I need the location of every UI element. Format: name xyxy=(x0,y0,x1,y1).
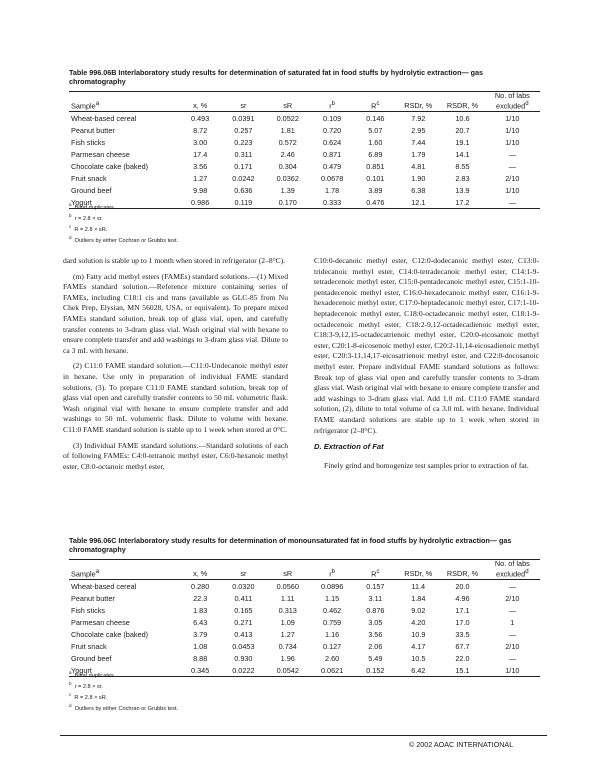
value-cell: 10.5 xyxy=(411,653,426,663)
table-c-notes xyxy=(69,669,178,712)
value-cell: 0.930 xyxy=(234,653,253,663)
value-cell: 0.127 xyxy=(322,641,342,651)
value-cell: 0.462 xyxy=(322,605,342,615)
value-cell: 0.413 xyxy=(234,629,253,639)
value-cell: 0.170 xyxy=(278,197,297,207)
left-paragraph-3: (2) C11:0 FAME standard solution.—C11:0-Undecanoic methyl ester in hexane. Use only in preparation of individual FAME standard solutions, (3). To prepare C11:0 FAME standard solution, break top of glass vial open and carefully transfer contents to 50 mL volumetric flask. Wash original vial with hexane to ensure complete transfer and add washings to 50 mL volumetric flask. Dilute to volume with hexane. C11:0 FAME standard solution is stable up to 1 week when stored at 0°C. xyxy=(63,361,288,434)
value-cell: 8.88 xyxy=(193,653,208,663)
header-sample: Sample$^a$ xyxy=(71,568,100,579)
value-cell: 0.333 xyxy=(322,197,342,207)
table-row xyxy=(69,136,540,148)
value-cell: 0.734 xyxy=(278,641,297,651)
right-paragraph-1: C10:0-decanoic methyl ester, C12:0-dodecanoic methyl ester, C13:0-tridecanoic methyl ester, C14:0-tetradecanoic methyl ester, C14:1-9-tetradecenoic methyl ester, C15:0-pentadecanoic methyl ester, C15:1-10-pentadecenoic methyl ester, C16:0-hexadecanoic methyl ester, C16:1-9-hexadecenoic methyl ester, C17:0-heptadecanoic methyl ester, C17:1-10-heptadecenoic methyl ester, C18:0-octadecanoic methyl ester, C18:1-9-octadecenoic methyl ester, C18:2-9,12-octadecadienoic methyl ester, C18:3-9,12,15-octadecatrienoic methyl ester, C20:0-eicosanoic methyl ester, C20:1-8-eicosenoic methyl ester, C20:2-11,14-eicosadienoic methyl ester, C20:3-11,14,17-eicosatrienoic methyl ester, and C22:0-docosanoic methyl ester. Prepare individual FAME standard solutions as follows: Break top of glass vial open and carefully transfer contents to 3-dram glass vial. Wash original vial with hexane to ensure complete transfer and add washings to 3-dram glass vial. Add 1.0 mL C11:0 FAME standard solution, (2), dilute to total volume of ca 3.0 mL with hexane. Individual FAME standard solutions are stable up to 1 week when stored in refrigerator (2–8°C). xyxy=(314,256,539,435)
header-rsdR: RSDR, % xyxy=(446,569,479,579)
value-cell: — xyxy=(508,605,516,615)
value-cell: 4.81 xyxy=(411,161,426,171)
note-c: $^c$ R = 2.8 × sR. xyxy=(69,691,108,701)
value-cell: 6.42 xyxy=(411,665,426,675)
sample-name-cell: Chocolate cake (baked) xyxy=(71,629,149,639)
value-cell: 1.11 xyxy=(280,593,295,603)
header-R: $R^c$ xyxy=(371,568,380,579)
table-b xyxy=(69,91,540,209)
note-c: $^c$ R = 2.8 × sR. xyxy=(69,223,108,233)
value-cell: — xyxy=(508,149,516,159)
value-cell: 1 xyxy=(510,617,515,627)
value-cell: 0.257 xyxy=(234,125,253,135)
header-rsdr: RSDr, % xyxy=(404,569,433,579)
left-paragraph-1: dard solution is stable up to 1 month when stored in refrigerator (2–8°C). xyxy=(63,256,286,265)
value-cell: 0.157 xyxy=(366,581,385,591)
sample-name-cell: Fish sticks xyxy=(71,137,106,147)
table-c-header-row xyxy=(69,560,540,580)
value-cell: 4.96 xyxy=(455,593,470,603)
value-cell: 1.79 xyxy=(411,149,426,159)
section-heading: D. Extraction of Fat xyxy=(314,442,384,452)
value-cell: 0.280 xyxy=(191,581,210,591)
value-cell: 5.07 xyxy=(368,125,383,135)
value-cell: 0.223 xyxy=(234,137,253,147)
value-cell: 0.0678 xyxy=(320,173,344,183)
value-cell: 0.759 xyxy=(322,617,342,627)
footer-rule xyxy=(60,735,547,736)
value-cell: 3.00 xyxy=(193,137,208,147)
table-b-body xyxy=(69,112,540,209)
table-b-caption: Table 996.06B Interlaboratory study results for determination of saturated fat in food stuffs by hydrolytic extraction— gas chromatography xyxy=(69,68,484,86)
value-cell: 17.1 xyxy=(455,605,470,615)
value-cell: 6.38 xyxy=(411,185,426,195)
value-cell: 1.16 xyxy=(325,629,340,639)
value-cell: 13.9 xyxy=(455,185,470,195)
value-cell: 0.0222 xyxy=(232,665,255,675)
value-cell: 0.0320 xyxy=(232,581,255,591)
sample-name-cell: Ground beef xyxy=(71,653,112,663)
value-cell: 0.0242 xyxy=(232,173,255,183)
value-cell: 10.9 xyxy=(411,629,426,639)
value-cell: 0.572 xyxy=(278,137,297,147)
note-b: $^b$ r = 2.8 × sr. xyxy=(69,212,103,222)
value-cell: 0.876 xyxy=(366,605,385,615)
header-mean: x, % xyxy=(193,101,208,111)
value-cell: 15.1 xyxy=(455,665,470,675)
value-cell: 17.4 xyxy=(193,149,208,159)
table-row xyxy=(69,172,540,184)
value-cell: 2/10 xyxy=(505,641,520,651)
left-paragraph-2: (m) Fatty acid methyl esters (FAMEs) standard solutions.—(1) Mixed FAMEs standard solution.—Reference mixture containing series of FAMEs, including C18:1 cis and trans (available as GLC-85 from Nu Chek Prep, Elysian, MN 56028, USA, or equivalent). To prepare mixed FAMEs standard solution, break top of glass vial, open, and carefully transfer contents to 3-dram glass vial. Wash original vial with hexane to ensure complete transfer and add washings to 3-dram glass vial. Dilute to ca 3 mL with hexane. xyxy=(63,271,288,355)
value-cell: 9.02 xyxy=(411,605,426,615)
value-cell: 0.109 xyxy=(322,113,342,123)
value-cell: 0.101 xyxy=(366,173,385,183)
header-sample: Sample$^a$ xyxy=(71,100,100,111)
value-cell: 1.81 xyxy=(280,125,295,135)
value-cell: 1.39 xyxy=(280,185,295,195)
value-cell: 10.6 xyxy=(455,113,470,123)
value-cell: 0.345 xyxy=(191,665,210,675)
value-cell: 4.17 xyxy=(411,641,426,651)
value-cell: 20.7 xyxy=(455,125,470,135)
right-column xyxy=(314,256,539,476)
table-b-header-row xyxy=(69,92,540,112)
header-R: $R^c$ xyxy=(371,100,380,111)
value-cell: 9.98 xyxy=(193,185,208,195)
value-cell: 0.271 xyxy=(234,617,253,627)
table-row xyxy=(69,628,540,640)
value-cell: 11.4 xyxy=(411,581,426,591)
note-d: $^d$ Outliers by either Cochran or Grubbs test. xyxy=(69,234,179,244)
sample-name-cell: Peanut butter xyxy=(71,125,115,135)
value-cell: 1.15 xyxy=(325,593,340,603)
table-b-notes xyxy=(69,201,178,244)
value-cell: — xyxy=(508,629,516,639)
value-cell: 0.476 xyxy=(366,197,385,207)
value-cell: 0.411 xyxy=(234,593,253,603)
value-cell: 0.304 xyxy=(278,161,297,171)
value-cell: 0.479 xyxy=(322,161,342,171)
value-cell: 20.0 xyxy=(455,581,470,591)
value-cell: 1.96 xyxy=(280,653,295,663)
value-cell: 1.09 xyxy=(280,617,295,627)
value-cell: 8.72 xyxy=(193,125,208,135)
value-cell: 0.0560 xyxy=(276,581,299,591)
value-cell: 0.311 xyxy=(234,149,253,159)
value-cell: 0.0522 xyxy=(276,113,299,123)
value-cell: 0.119 xyxy=(234,197,253,207)
table-c-caption: Table 996.06C Interlaboratory study results for determination of monounsaturated fat in food stuffs by hydrolytic extraction— gas chromatography xyxy=(69,536,512,554)
value-cell: 0.871 xyxy=(322,149,342,159)
value-cell: 0.493 xyxy=(191,113,210,123)
sample-name-cell: Chocolate cake (baked) xyxy=(71,161,149,171)
value-cell: 1.60 xyxy=(368,137,383,147)
table-row xyxy=(69,160,540,172)
value-cell: 22.0 xyxy=(455,653,470,663)
table-row xyxy=(69,124,540,136)
header-sR: sR xyxy=(283,101,293,111)
header-rsdR: RSDR, % xyxy=(446,101,479,111)
left-paragraph-4: (3) Individual FAME standard solutions.—Standard solutions of each of following FAMEs: C4:0-tetranoic methyl ester, C6:0-hexanoic methyl ester, C8:0-octanoic methyl ester, xyxy=(63,440,288,471)
value-cell: 3.56 xyxy=(193,161,208,171)
value-cell: 6.43 xyxy=(193,617,208,627)
value-cell: 0.986 xyxy=(191,197,210,207)
header-labs-excluded: No. of labs excluded$^d$ xyxy=(494,559,530,579)
value-cell: 0.0542 xyxy=(276,665,299,675)
value-cell: 0.0453 xyxy=(232,641,255,651)
sample-name-cell: Yogurt xyxy=(71,197,92,207)
header-r: $r^b$ xyxy=(329,100,336,111)
value-cell: 0.851 xyxy=(366,161,385,171)
value-cell: 7.92 xyxy=(411,113,426,123)
value-cell: 1.08 xyxy=(193,641,208,651)
value-cell: 0.720 xyxy=(322,125,342,135)
value-cell: 3.11 xyxy=(368,593,383,603)
sample-name-cell: Fish sticks xyxy=(71,605,106,615)
value-cell: 1/10 xyxy=(505,113,520,123)
sample-name-cell: Fruit snack xyxy=(71,641,107,651)
value-cell: 2/10 xyxy=(505,173,520,183)
footer-copyright: © 2002 AOAC INTERNATIONAL xyxy=(409,740,514,749)
header-rsdr: RSDr, % xyxy=(404,101,433,111)
note-d: $^d$ Outliers by either Cochran or Grubbs test. xyxy=(69,702,179,712)
value-cell: 0.313 xyxy=(278,605,297,615)
left-column xyxy=(63,256,288,477)
value-cell: 1.27 xyxy=(280,629,295,639)
note-a: $^a$ Blind duplicates. xyxy=(69,670,116,679)
value-cell: — xyxy=(508,581,516,591)
table-c-body xyxy=(69,580,540,677)
value-cell: 14.1 xyxy=(455,149,470,159)
value-cell: 1.90 xyxy=(411,173,426,183)
table-row xyxy=(69,604,540,616)
right-paragraph-2: Finely grind and homogenize test samples prior to extraction of fat. xyxy=(324,460,529,470)
table-row xyxy=(69,592,540,604)
sample-name-cell: Yogurt xyxy=(71,665,92,675)
value-cell: 0.0896 xyxy=(320,581,344,591)
value-cell: 0.0621 xyxy=(320,665,344,675)
value-cell: 1/10 xyxy=(505,137,520,147)
header-sr: sr xyxy=(240,569,247,579)
header-sR: sR xyxy=(283,569,293,579)
value-cell: 2/10 xyxy=(505,593,520,603)
value-cell: — xyxy=(508,653,516,663)
value-cell: 0.152 xyxy=(366,665,385,675)
value-cell: 0.636 xyxy=(234,185,253,195)
table-row xyxy=(69,184,540,196)
value-cell: 2.06 xyxy=(368,641,383,651)
value-cell: 0.0362 xyxy=(276,173,299,183)
value-cell: 0.171 xyxy=(234,161,253,171)
header-sr: sr xyxy=(240,101,247,111)
value-cell: 17.0 xyxy=(455,617,470,627)
value-cell: 33.5 xyxy=(455,629,470,639)
value-cell: 4.20 xyxy=(411,617,426,627)
value-cell: 3.89 xyxy=(368,185,383,195)
value-cell: 22.3 xyxy=(193,593,208,603)
value-cell: 2.46 xyxy=(280,149,295,159)
value-cell: 2.95 xyxy=(411,125,426,135)
value-cell: 17.2 xyxy=(455,197,470,207)
table-row xyxy=(69,580,540,593)
table-row xyxy=(69,652,540,664)
header-r: $r^b$ xyxy=(329,568,336,579)
sample-name-cell: Peanut butter xyxy=(71,593,115,603)
table-row xyxy=(69,112,540,125)
value-cell: 0.146 xyxy=(366,113,385,123)
value-cell: 8.55 xyxy=(455,161,470,171)
value-cell: 1/10 xyxy=(505,125,520,135)
sample-name-cell: Parmesan cheese xyxy=(71,617,130,627)
value-cell: 3.05 xyxy=(368,617,383,627)
value-cell: 6.89 xyxy=(368,149,383,159)
value-cell: 0.0391 xyxy=(232,113,255,123)
sample-name-cell: Wheat-based cereal xyxy=(71,581,137,591)
table-c xyxy=(69,559,540,677)
value-cell: 7.44 xyxy=(411,137,426,147)
note-a: $^a$ Blind duplicates. xyxy=(69,202,116,211)
header-labs-excluded: No. of labs excluded$^d$ xyxy=(494,91,530,111)
value-cell: 0.165 xyxy=(234,605,253,615)
table-row xyxy=(69,148,540,160)
value-cell: 2.83 xyxy=(455,173,470,183)
table-row xyxy=(69,640,540,652)
value-cell: — xyxy=(508,161,516,171)
value-cell: 1.78 xyxy=(325,185,340,195)
note-b: $^b$ r = 2.8 × sr. xyxy=(69,680,103,690)
value-cell: 5.49 xyxy=(368,653,383,663)
value-cell: 1/10 xyxy=(505,665,520,675)
sample-name-cell: Wheat-based cereal xyxy=(71,113,137,123)
value-cell: 0.624 xyxy=(322,137,342,147)
value-cell: 19.1 xyxy=(455,137,470,147)
value-cell: 3.56 xyxy=(368,629,383,639)
sample-name-cell: Ground beef xyxy=(71,185,112,195)
value-cell: 3.79 xyxy=(193,629,208,639)
value-cell: 12.1 xyxy=(411,197,426,207)
sample-name-cell: Fruit snack xyxy=(71,173,107,183)
value-cell: 67.7 xyxy=(455,641,470,651)
value-cell: 1/10 xyxy=(505,185,520,195)
value-cell: — xyxy=(508,197,516,207)
sample-name-cell: Parmesan cheese xyxy=(71,149,130,159)
value-cell: 1.84 xyxy=(411,593,426,603)
table-row xyxy=(69,616,540,628)
value-cell: 1.27 xyxy=(193,173,208,183)
value-cell: 2.60 xyxy=(325,653,340,663)
header-mean: x, % xyxy=(193,569,208,579)
value-cell: 1.83 xyxy=(193,605,208,615)
